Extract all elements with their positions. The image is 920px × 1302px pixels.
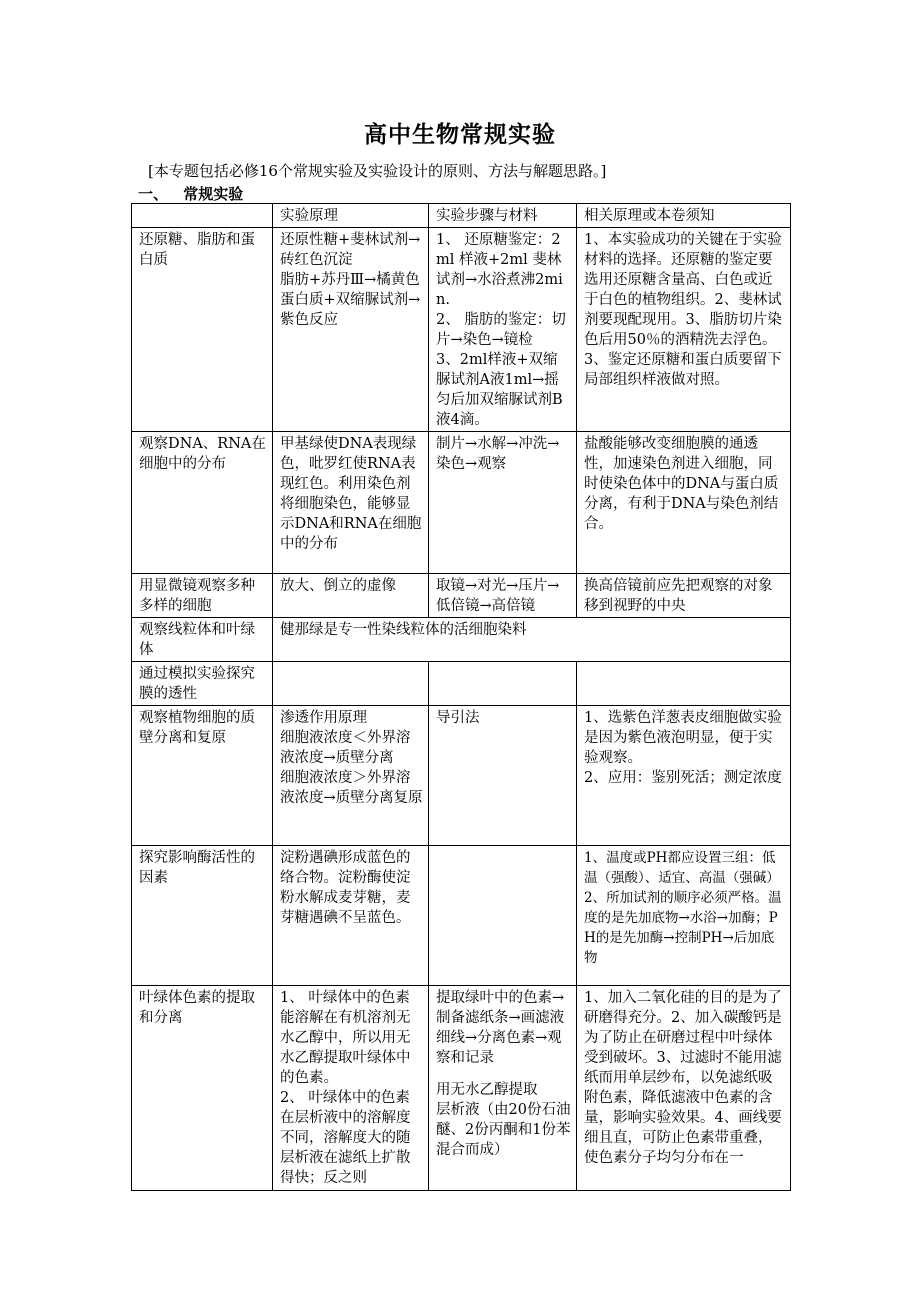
- notes-line: 2、所加试剂的顺序必须严格。温度的是先加底物→水浴→加酶；PH的是先加酶→控制PH→后加底物: [584, 890, 782, 966]
- principle-cell: [273, 432, 429, 574]
- principle-line: 甲基绿使DNA表现绿色，吡罗红使RNA表现红色。利用染色剂将细胞染色，能够显示DNA和RNA在细胞中的分布: [280, 436, 422, 552]
- table-row: [132, 432, 791, 574]
- experiment-name-cell: 观察DNA、RNA在细胞中的分布: [132, 432, 273, 574]
- principle-line: 1、 叶绿体中的色素能溶解在有机溶剂无水乙醇中，所以用无水乙醇提取叶绿体中的色素。: [280, 990, 411, 1086]
- table-row: [132, 706, 791, 846]
- page-title: 高中生物常规实验: [364, 121, 556, 148]
- principle-cell: [273, 846, 429, 986]
- principle-line: 细胞液浓度＜外界溶液浓度→质壁分离: [280, 730, 411, 766]
- steps-cell: [429, 432, 577, 574]
- steps-line: 提取绿叶中的色素→制备滤纸条→画滤液细线→分离色素→观察和记录: [436, 990, 565, 1066]
- steps-line: 导引法: [436, 710, 480, 726]
- notes-line: 换高倍镜前应先把观察的对象移到视野的中央: [584, 578, 773, 614]
- notes-line: 1、选紫色洋葱表皮细胞做实验是因为紫色液泡明显，便于实验观察。: [584, 710, 782, 766]
- steps-line: 层析液（由20份石油醚、2份丙酮和1份苯混合而成）: [436, 1102, 571, 1158]
- header-cell-steps: 实验步骤与材料: [429, 204, 577, 228]
- notes-cell: [577, 228, 791, 432]
- section-heading: [138, 183, 243, 204]
- header-cell-notes: 相关原理或本卷须知: [577, 204, 791, 228]
- notes-line: 3、鉴定还原糖和蛋白质要留下局部组织样液做对照。: [584, 352, 782, 388]
- table-row: [132, 618, 791, 662]
- principle-line: 渗透作用原理: [280, 710, 367, 726]
- table-row: [132, 228, 791, 432]
- principle-line: 放大、倒立的虚像: [280, 578, 396, 594]
- experiment-name-cell: 观察线粒体和叶绿体: [132, 618, 273, 662]
- principle-cell: [273, 574, 429, 618]
- notes-cell: [577, 986, 791, 1191]
- principle-line: 2、 叶绿体中的色素在层析液中的溶解度不同，溶解度大的随层析液在滤纸上扩散得快；反之则: [280, 1090, 411, 1186]
- notes-cell: [577, 846, 791, 986]
- notes-content: [584, 988, 785, 1188]
- principle-line: 淀粉遇碘形成蓝色的络合物。淀粉酶使淀粉水解成麦芽糖，麦芽糖遇碘不呈蓝色。: [280, 850, 411, 926]
- steps-cell: [429, 846, 577, 986]
- notes-cell: [577, 662, 791, 706]
- notes-line: 盐酸能够改变细胞膜的通透性，加速染色剂进入细胞，同时使染色体中的DNA与蛋白质分离，有利于DNA与染色剂结合。: [584, 436, 779, 532]
- principle-line: 还原性糖+斐林试剂→砖红色沉淀: [280, 232, 421, 268]
- steps-line: 3、2ml样液+双缩脲试剂A液1ml→摇匀后加双缩脲试剂B液4滴。: [436, 352, 563, 428]
- steps-cell: [429, 706, 577, 846]
- table-header-row: [132, 204, 791, 228]
- steps-line: 用无水乙醇提取: [436, 1082, 538, 1098]
- table-row: [132, 986, 791, 1191]
- header-cell-principle: 实验原理: [273, 204, 429, 228]
- steps-line: 制片→水解→冲洗→染色→观察: [436, 436, 560, 472]
- experiment-name-cell: 用显微镜观察多种多样的细胞: [132, 574, 273, 618]
- notes-line: 2、应用：鉴别死活；测定浓度: [584, 770, 782, 786]
- experiment-name-cell: 还原糖、脂肪和蛋白质: [132, 228, 273, 432]
- notes-cell: [577, 706, 791, 846]
- header-cell-empty: [132, 204, 273, 228]
- notes-cell: [577, 432, 791, 574]
- table-row: [132, 846, 791, 986]
- experiment-name-cell: 通过模拟实验探究膜的透性: [132, 662, 273, 706]
- merged-principle-cell: 健那绿是专一性染线粒体的活细胞染料: [273, 618, 791, 662]
- principle-cell: [273, 706, 429, 846]
- steps-line: 1、 还原糖鉴定：2ml 样液+2ml 斐林试剂→水浴煮沸2min.: [436, 232, 563, 308]
- notes-line: 1、温度或PH都应设置三组：低温（强酸）、适宜、高温（强碱）: [584, 850, 780, 886]
- experiment-name-cell: 叶绿体色素的提取和分离: [132, 986, 273, 1191]
- table-row: [132, 662, 791, 706]
- notes-line: 1、加入二氧化硅的目的是为了研磨得充分。2、加入碳酸钙是为了防止在研磨过程中叶绿体受到破坏。3、过滤时不能用滤纸而用单层纱布，以免滤纸吸附色素，降低滤液中色素的含量，影响实验效果。4、画线要细且直，可防止色素带重叠，使色素分子均匀分布在一: [584, 990, 782, 1166]
- principle-line: 蛋白质+双缩脲试剂→紫色反应: [280, 292, 421, 328]
- notes-line: 1、本实验成功的关键在于实验材料的选择。还原糖的鉴定要选用还原糖含量高、白色或近于白色的植物组织。2、斐林试剂要现配现用。3、脂肪切片染色后用50％的酒精洗去浮色。: [584, 232, 782, 348]
- principle-line: 脂肪+苏丹Ⅲ→橘黄色: [280, 272, 420, 288]
- steps-cell: [429, 574, 577, 618]
- experiments-table: [131, 203, 791, 1191]
- steps-spacer: [436, 1068, 571, 1080]
- section-number: 一、: [138, 185, 169, 203]
- principle-cell: [273, 986, 429, 1191]
- steps-cell: [429, 228, 577, 432]
- principle-line: 细胞液浓度＞外界溶液浓度→质壁分离复原: [280, 770, 423, 806]
- principle-content: [280, 988, 423, 1188]
- steps-cell: [429, 662, 577, 706]
- experiment-name-cell: 观察植物细胞的质壁分离和复原: [132, 706, 273, 846]
- experiment-name-cell: 探究影响酶活性的因素: [132, 846, 273, 986]
- steps-line: 2、 脂肪的鉴定：切片→染色→镜检: [436, 312, 566, 348]
- intro-text: [本专题包括必修16个常规实验及实验设计的原则、方法与解题思路。]: [148, 162, 607, 180]
- principle-cell: [273, 228, 429, 432]
- notes-cell: [577, 574, 791, 618]
- principle-cell: [273, 662, 429, 706]
- table-row: [132, 574, 791, 618]
- section-title: 常规实验: [183, 185, 244, 203]
- steps-line: 取镜→对光→压片→低倍镜→高倍镜: [436, 578, 560, 614]
- steps-cell: [429, 986, 577, 1191]
